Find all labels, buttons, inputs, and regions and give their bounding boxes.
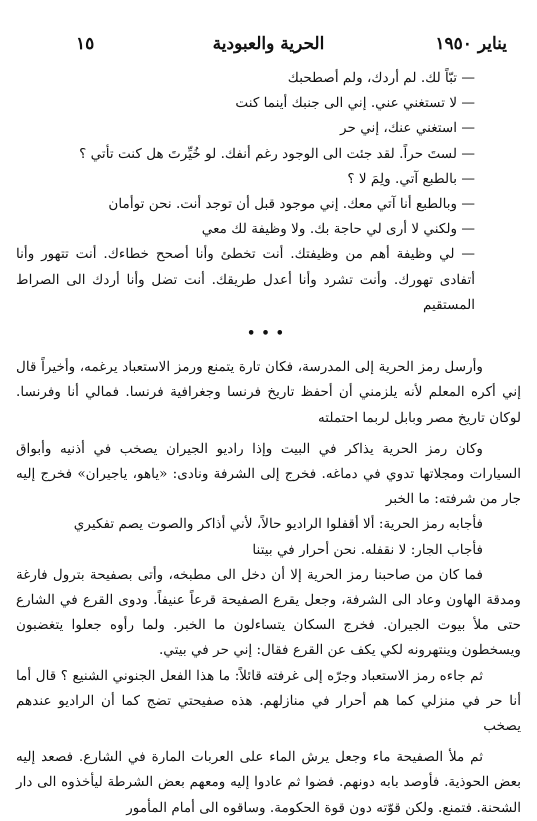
paragraph: فأجابه رمز الحرية: ألا أقفلوا الراديو حالاً، لأني أذاكر والصوت يصم تفكيري	[73, 516, 483, 533]
page-number: ١٥	[76, 34, 95, 54]
paragraph: فأجاب الجار: لا نقفله. نحن أحرار في بيتنا	[252, 541, 483, 558]
dialogue-line: — لا تستغني عني. إني الى جنبك أينما كنت	[235, 95, 475, 112]
dialogue-line: — تبّاً لك. لم أردك، ولم أصطحبك	[287, 70, 475, 86]
header-date: يناير ١٩٥٠	[435, 34, 507, 54]
page-body	[16, 66, 521, 821]
page-header	[16, 34, 521, 66]
dialogue-line: — استغني عنك، إني حر	[340, 120, 475, 137]
dialogue-line: — وبالطبع أنا آتي معك. إني موجود قبل أن توجد أنت. نحن توأمان	[108, 196, 475, 213]
paragraph: وكان رمز الحرية يذاكر في البيت وإذا راديو الجيران يصخب في أذنيه وأبواق السيارات ومجلاتها تدوي في دماغه. فخرج إلى الشرفة ونادى: «ياهو، ياجيران» فخرج إليه جار من شرفته: ما الخبر	[16, 440, 521, 508]
dialogue-line: — لستَ حراً. لقد جئت الى الوجود رغم أنفك. لو خُيِّرتَ هل كنت تأتي ؟	[79, 145, 475, 162]
paragraph: ثم ملأ الصفيحة ماء وجعل يرش الماء على العربات المارة في الشارع. فصعد إليه بعض الحوذية. فأوصد بابه دونهم. فضوا ثم عادوا إليه ومعهم بعض الشرطة ليأخذوه الى دار الشحنة. فتمنع. ولكن قوّته دون قوة الحكومة. وساقوه الى أمام المأمور	[16, 749, 521, 816]
paragraph: وأرسل رمز الحرية إلى المدرسة، فكان تارة يتمنع ورمز الاستعباد يرغمه، وأخيراً قال إني أكره المعلم لأنه يلزمني أن أحفظ تاريخ فرنسا وجغرافية فرنسا. فمالي أنا وفرنسا. لوكان تاريخ مصر وبابل لربما احتملته	[16, 359, 521, 426]
paragraph: فما كان من صاحبنا رمز الحرية إلا أن دخل الى مطبخه، وأتى بصفيحة بترول فارغة ومدقة الهاون وعاد الى الشرفة، وجعل يقرع الصفيحة قرعاً عنيفاً. ودوى القرع في الشارع حتى ملأ بيوت الجيران. فخرج السكان يتساءلون ما الخبر. ولما رأوه جعلوا يتغضبون ويسخطون وينتهرونه لكي يكف عن القرع فقال: إني حر في بيتي.	[16, 566, 521, 659]
paragraph: ثم جاءه رمز الاستعباد وجرّه إلى غرفته قائلاً: ما هذا الفعل الجنوني الشنيع ؟ قال أما أنا حر في منزلي كما هم أحرار في منازلهم. هذه صفيحتي تضج كما أن الراديو عندهم يصخب	[16, 667, 521, 735]
dialogue-line: — بالطبع آتي. ولِمَ لا ؟	[347, 170, 475, 187]
dialogue-line: — ولكني لا أرى لي حاجة بك. ولا وظيفة لك معي	[201, 221, 475, 238]
section-separator: •••	[247, 326, 290, 342]
dialogue-line: — لي وظيفة أهم من وظيفتك. أنت تخطئ وأنا أصحح خطاءك. أنت تتهور وأنا أتفادى تهورك. وأنت تشرد وأنا أعدل طريقك. أنت تضل وأنا أردك الى الصراط المستقيم	[16, 246, 475, 313]
header-title: الحرية والعبودية	[212, 34, 325, 54]
